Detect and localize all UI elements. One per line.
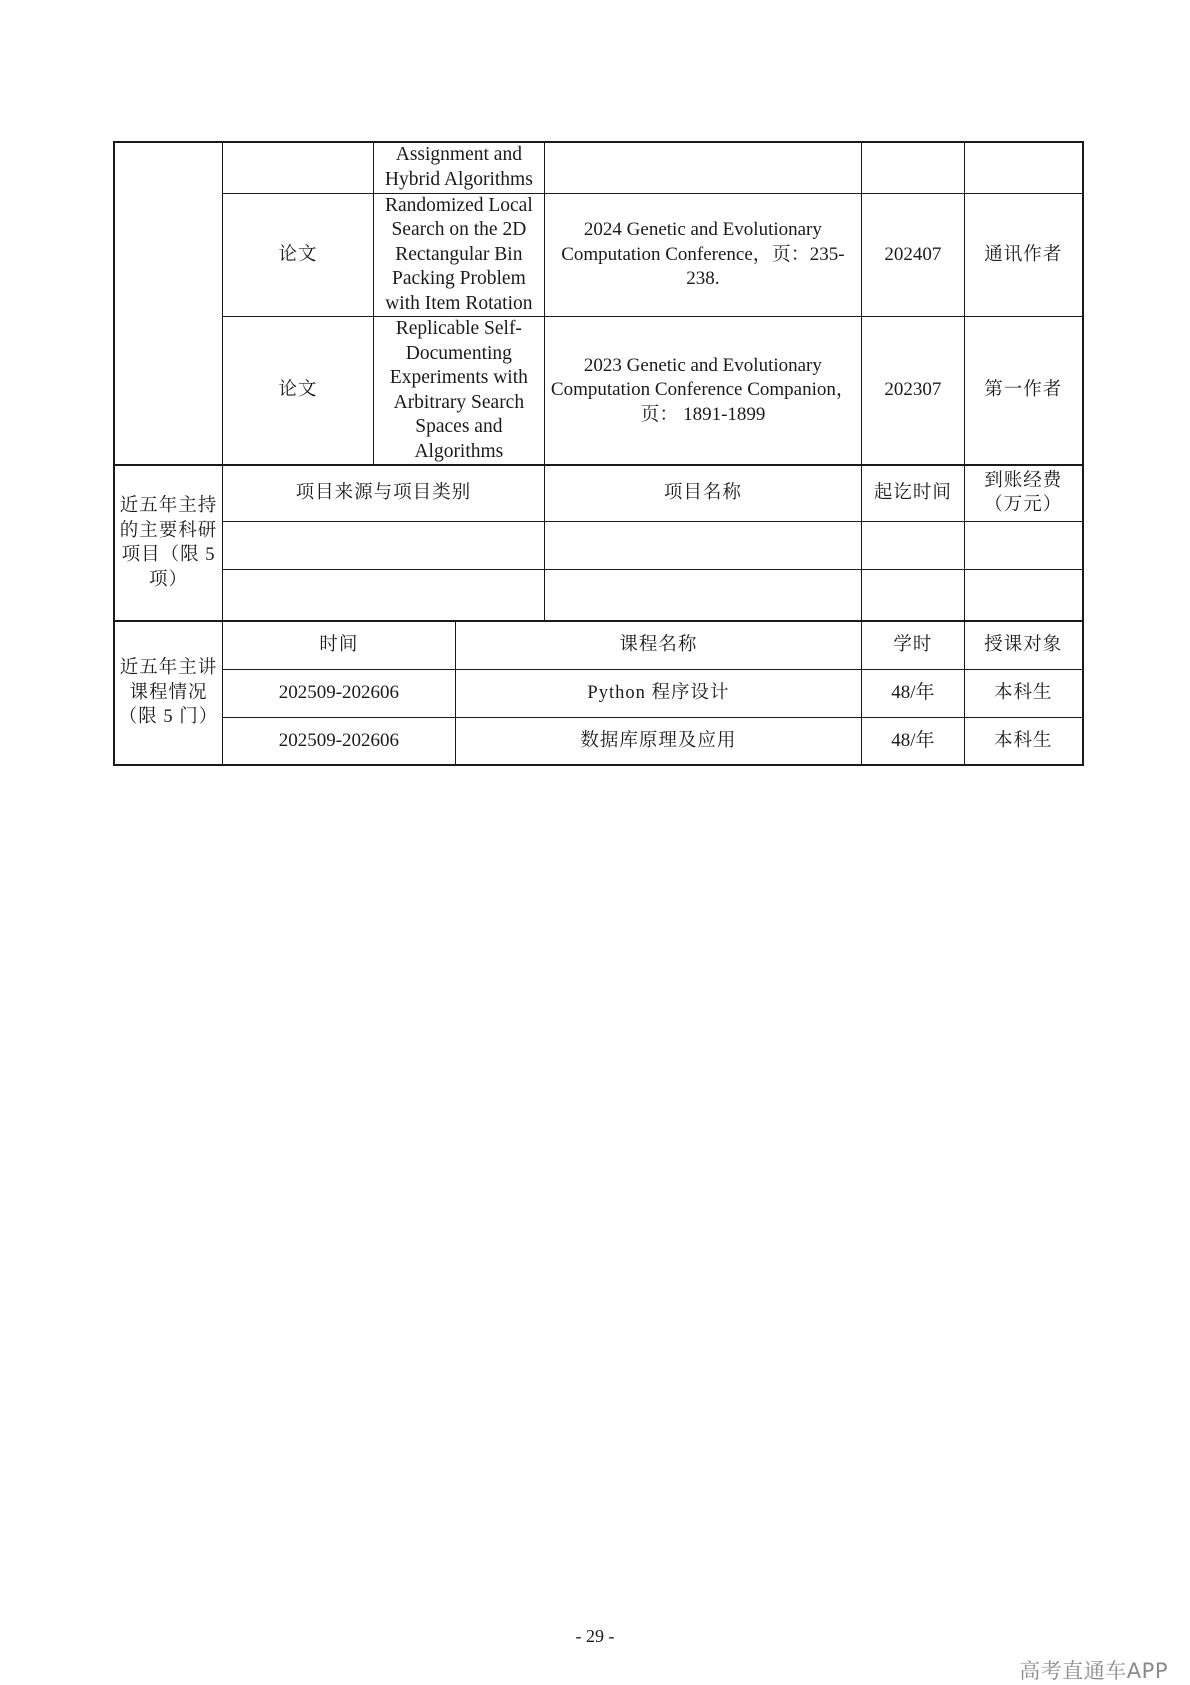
paper-venue-cell — [544, 142, 861, 193]
project-period-cell — [862, 569, 964, 621]
projects-header-source: 项目来源与项目类别 — [223, 465, 545, 521]
projects-header-name: 项目名称 — [544, 465, 861, 521]
paper-role-cell — [964, 142, 1083, 193]
course-hours-cell: 48/年 — [862, 717, 964, 765]
course-name-cell: Python 程序设计 — [455, 669, 861, 717]
projects-header-funding: 到账经费（万元） — [964, 465, 1083, 521]
course-row — [114, 717, 1083, 765]
courses-header-row — [114, 621, 1083, 669]
project-name-cell — [544, 521, 861, 569]
paper-type-cell: 论文 — [223, 317, 374, 466]
paper-date-cell — [862, 142, 964, 193]
form-table — [113, 141, 1084, 766]
course-audience-cell: 本科生 — [964, 717, 1083, 765]
paper-role-cell: 第一作者 — [964, 317, 1083, 466]
project-funding-cell — [964, 521, 1083, 569]
courses-header-hours: 学时 — [862, 621, 964, 669]
paper-type-cell: 论文 — [223, 193, 374, 317]
project-source-cell — [223, 521, 545, 569]
projects-section-label: 近五年主持的主要科研项目（限 5 项） — [114, 465, 223, 621]
paper-row — [114, 317, 1083, 466]
course-row — [114, 669, 1083, 717]
project-funding-cell — [964, 569, 1083, 621]
projects-header-period: 起讫时间 — [862, 465, 964, 521]
course-name-cell: 数据库原理及应用 — [455, 717, 861, 765]
course-hours-cell: 48/年 — [862, 669, 964, 717]
paper-row — [114, 142, 1083, 193]
courses-header-name: 课程名称 — [455, 621, 861, 669]
project-source-cell — [223, 569, 545, 621]
courses-header-audience: 授课对象 — [964, 621, 1083, 669]
project-row — [114, 569, 1083, 621]
paper-type-cell — [223, 142, 374, 193]
paper-date-cell: 202407 — [862, 193, 964, 317]
courses-section-label: 近五年主讲课程情况（限 5 门） — [114, 621, 223, 765]
project-period-cell — [862, 521, 964, 569]
page-number: - 29 - — [575, 1626, 615, 1646]
paper-row — [114, 193, 1083, 317]
paper-venue-cell: 2023 Genetic and Evolutionary Computation Conference Companion， 页： 1891-1899 — [544, 317, 861, 466]
course-audience-cell: 本科生 — [964, 669, 1083, 717]
paper-title-cell: Replicable Self-Documenting Experiments with Arbitrary Search Spaces and Algorithms — [374, 317, 545, 466]
project-name-cell — [544, 569, 861, 621]
paper-title-cell: Randomized Local Search on the 2D Rectangular Bin Packing Problem with Item Rotation — [374, 193, 545, 317]
course-time-cell: 202509-202606 — [223, 717, 456, 765]
course-time-cell: 202509-202606 — [223, 669, 456, 717]
paper-title-cell: Assignment and Hybrid Algorithms — [374, 142, 545, 193]
watermark: 高考直通车APP — [1019, 1659, 1168, 1683]
project-row — [114, 521, 1083, 569]
paper-role-cell: 通讯作者 — [964, 193, 1083, 317]
paper-date-cell: 202307 — [862, 317, 964, 466]
projects-header-row — [114, 465, 1083, 521]
courses-header-time: 时间 — [223, 621, 456, 669]
section-label-papers — [114, 142, 223, 465]
paper-venue-cell: 2024 Genetic and Evolutionary Computation Conference，页：235-238. — [544, 193, 861, 317]
